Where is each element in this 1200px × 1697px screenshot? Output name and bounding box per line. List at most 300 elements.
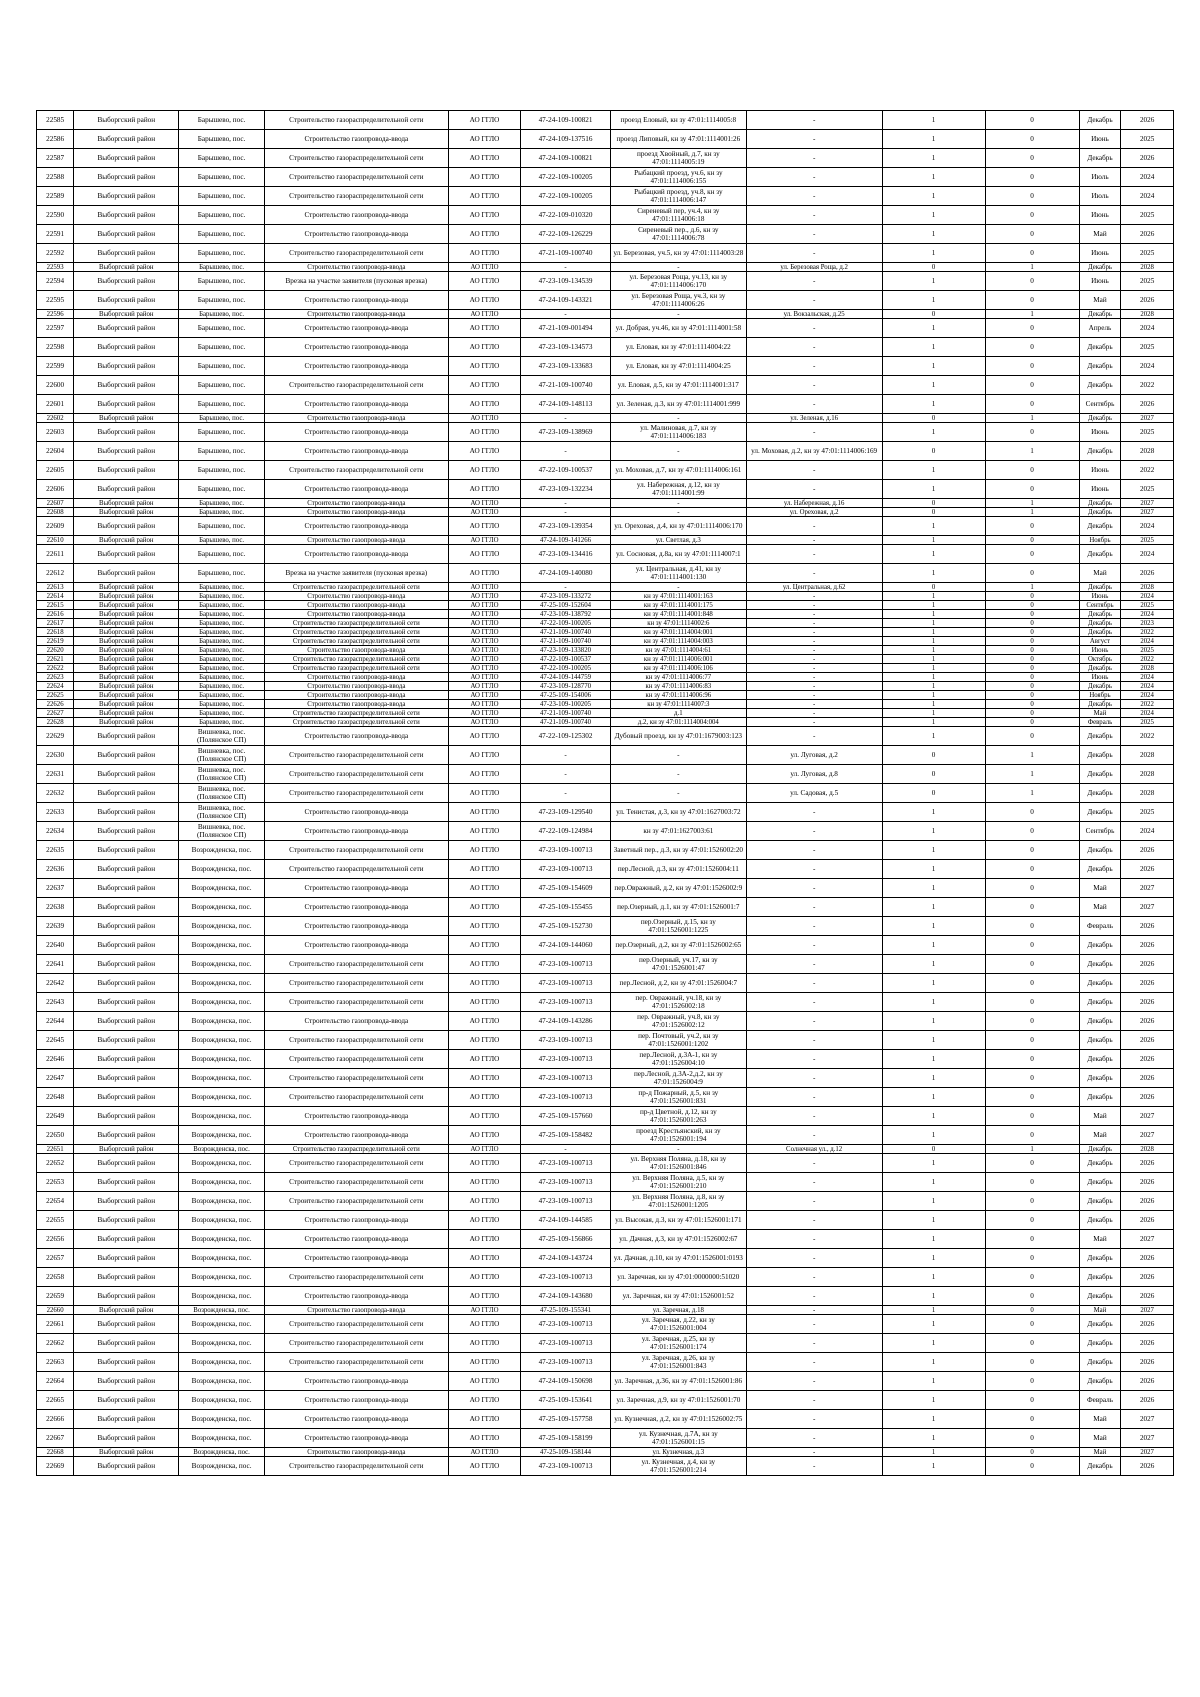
alt-address-cell: -: [746, 1107, 882, 1126]
alt-address-cell: -: [746, 423, 882, 442]
settlement-cell: Барышево, пос.: [179, 187, 264, 206]
table-row: [37, 1429, 1174, 1448]
quantity-cell: 1: [882, 319, 985, 338]
year-cell: 2025: [1121, 272, 1174, 291]
district-cell: Выборгский район: [74, 860, 179, 879]
object-address-cell: пер.Овражный, д.2, кн зу 47:01:1526002:9: [610, 879, 746, 898]
object-address-cell: пер.Лесной, д.3А-1, кн зу 47:01:1526004:10: [610, 1050, 746, 1069]
quantity-cell: 1: [882, 423, 985, 442]
quantity-cell: 1: [882, 860, 985, 879]
district-cell: Выборгский район: [74, 225, 179, 244]
row-number-cell: 22653: [37, 1173, 74, 1192]
table-row: [37, 263, 1174, 272]
district-cell: Выборгский район: [74, 310, 179, 319]
district-cell: Выборгский район: [74, 879, 179, 898]
alt-address-cell: -: [746, 291, 882, 310]
alt-address-cell: -: [746, 682, 882, 691]
quantity-cell: 1: [882, 1012, 985, 1031]
organization-cell: АО ГГЛО: [448, 564, 520, 583]
object-address-cell: ул. Кузнечная, д.4, кн зу 47:01:1526001:214: [610, 1457, 746, 1476]
object-address-cell: ул. Заречная, д.26, кн зу 47:01:1526001:843: [610, 1353, 746, 1372]
month-cell: Август: [1079, 637, 1121, 646]
work-type-cell: Строительство газопровода-ввода: [264, 536, 448, 545]
district-cell: Выборгский район: [74, 610, 179, 619]
district-cell: Выборгский район: [74, 1211, 179, 1230]
contract-number-cell: 47-22-109-100205: [521, 187, 611, 206]
object-address-cell: пр-д Пожарный, д.5, кн зу 47:01:1526001:831: [610, 1088, 746, 1107]
row-number-cell: 22648: [37, 1088, 74, 1107]
alt-address-cell: -: [746, 357, 882, 376]
contract-number-cell: 47-25-109-152730: [521, 917, 611, 936]
month-cell: Декабрь: [1079, 376, 1121, 395]
quantity-cell: 1: [882, 898, 985, 917]
month-cell: Июнь: [1079, 206, 1121, 225]
alt-address-cell: -: [746, 655, 882, 664]
district-cell: Выборгский район: [74, 319, 179, 338]
pending-cell: 1: [985, 499, 1079, 508]
organization-cell: АО ГГЛО: [448, 1173, 520, 1192]
work-type-cell: Строительство газораспределительной сети: [264, 746, 448, 765]
year-cell: 2026: [1121, 564, 1174, 583]
row-number-cell: 22659: [37, 1287, 74, 1306]
year-cell: 2024: [1121, 168, 1174, 187]
organization-cell: АО ГГЛО: [448, 1429, 520, 1448]
year-cell: 2026: [1121, 225, 1174, 244]
month-cell: Декабрь: [1079, 955, 1121, 974]
work-type-cell: Строительство газопровода-ввода: [264, 682, 448, 691]
organization-cell: АО ГГЛО: [448, 1287, 520, 1306]
alt-address-cell: -: [746, 130, 882, 149]
pending-cell: 0: [985, 646, 1079, 655]
month-cell: Декабрь: [1079, 1457, 1121, 1476]
pending-cell: 1: [985, 583, 1079, 592]
district-cell: Выборгский район: [74, 130, 179, 149]
object-address-cell: ул. Дачная, д.3, кн зу 47:01:1526002:67: [610, 1230, 746, 1249]
settlement-cell: Барышево, пос.: [179, 395, 264, 414]
organization-cell: АО ГГЛО: [448, 974, 520, 993]
quantity-cell: 1: [882, 517, 985, 536]
year-cell: 2026: [1121, 291, 1174, 310]
table-row: [37, 655, 1174, 664]
district-cell: Выборгский район: [74, 700, 179, 709]
month-cell: Май: [1079, 1230, 1121, 1249]
table-row: [37, 898, 1174, 917]
row-number-cell: 22614: [37, 592, 74, 601]
table-row: [37, 338, 1174, 357]
settlement-cell: Вишневка, пос. (Полянское СП): [179, 746, 264, 765]
pending-cell: 0: [985, 841, 1079, 860]
settlement-cell: Барышево, пос.: [179, 442, 264, 461]
pending-cell: 0: [985, 423, 1079, 442]
pending-cell: 0: [985, 637, 1079, 646]
work-type-cell: Строительство газопровода-ввода: [264, 917, 448, 936]
month-cell: Июнь: [1079, 480, 1121, 499]
month-cell: Декабрь: [1079, 263, 1121, 272]
organization-cell: АО ГГЛО: [448, 480, 520, 499]
year-cell: 2026: [1121, 1031, 1174, 1050]
alt-address-cell: -: [746, 338, 882, 357]
year-cell: 2027: [1121, 508, 1174, 517]
year-cell: 2025: [1121, 536, 1174, 545]
month-cell: Февраль: [1079, 718, 1121, 727]
row-number-cell: 22629: [37, 727, 74, 746]
district-cell: Выборгский район: [74, 1107, 179, 1126]
alt-address-cell: -: [746, 319, 882, 338]
work-type-cell: Строительство газопровода-ввода: [264, 879, 448, 898]
object-address-cell: ул. Заречная, д.36, кн зу 47:01:1526001:86: [610, 1372, 746, 1391]
year-cell: 2026: [1121, 1211, 1174, 1230]
contract-number-cell: 47-21-109-100740: [521, 718, 611, 727]
organization-cell: АО ГГЛО: [448, 727, 520, 746]
object-address-cell: Заветный пер., д.3, кн зу 47:01:1526002:20: [610, 841, 746, 860]
alt-address-cell: Солнечная ул., д.12: [746, 1145, 882, 1154]
organization-cell: АО ГГЛО: [448, 111, 520, 130]
quantity-cell: 1: [882, 1126, 985, 1145]
row-number-cell: 22630: [37, 746, 74, 765]
table-row: [37, 1154, 1174, 1173]
settlement-cell: Возрожденска, пос.: [179, 1050, 264, 1069]
row-number-cell: 22620: [37, 646, 74, 655]
organization-cell: АО ГГЛО: [448, 664, 520, 673]
pending-cell: 0: [985, 655, 1079, 664]
table-row: [37, 583, 1174, 592]
object-address-cell: кн зу 47:01:1114001:848: [610, 610, 746, 619]
month-cell: Декабрь: [1079, 1154, 1121, 1173]
organization-cell: АО ГГЛО: [448, 1088, 520, 1107]
organization-cell: АО ГГЛО: [448, 1448, 520, 1457]
table-row: [37, 564, 1174, 583]
year-cell: 2026: [1121, 974, 1174, 993]
work-type-cell: Строительство газораспределительной сети: [264, 993, 448, 1012]
table-row: [37, 860, 1174, 879]
year-cell: 2027: [1121, 1306, 1174, 1315]
quantity-cell: 1: [882, 111, 985, 130]
organization-cell: АО ГГЛО: [448, 1353, 520, 1372]
table-row: [37, 727, 1174, 746]
contract-number-cell: 47-23-109-129540: [521, 803, 611, 822]
work-type-cell: Строительство газораспределительной сети: [264, 974, 448, 993]
alt-address-cell: -: [746, 1249, 882, 1268]
table-row: [37, 1031, 1174, 1050]
year-cell: 2025: [1121, 130, 1174, 149]
alt-address-cell: -: [746, 1372, 882, 1391]
row-number-cell: 22652: [37, 1154, 74, 1173]
contract-number-cell: -: [521, 508, 611, 517]
contract-number-cell: 47-22-109-124984: [521, 822, 611, 841]
month-cell: Май: [1079, 225, 1121, 244]
district-cell: Выборгский район: [74, 1448, 179, 1457]
work-type-cell: Строительство газопровода-ввода: [264, 263, 448, 272]
year-cell: 2024: [1121, 709, 1174, 718]
work-type-cell: Строительство газопровода-ввода: [264, 499, 448, 508]
month-cell: Декабрь: [1079, 841, 1121, 860]
quantity-cell: 1: [882, 1429, 985, 1448]
row-number-cell: 22635: [37, 841, 74, 860]
table-row: [37, 691, 1174, 700]
object-address-cell: -: [610, 508, 746, 517]
contract-number-cell: 47-22-109-125302: [521, 727, 611, 746]
year-cell: 2028: [1121, 1145, 1174, 1154]
alt-address-cell: -: [746, 1334, 882, 1353]
month-cell: Декабрь: [1079, 1145, 1121, 1154]
quantity-cell: 1: [882, 1287, 985, 1306]
pending-cell: 0: [985, 628, 1079, 637]
month-cell: Декабрь: [1079, 1069, 1121, 1088]
pending-cell: 0: [985, 822, 1079, 841]
quantity-cell: 1: [882, 673, 985, 682]
year-cell: 2028: [1121, 784, 1174, 803]
settlement-cell: Барышево, пос.: [179, 583, 264, 592]
table-row: [37, 508, 1174, 517]
year-cell: 2024: [1121, 610, 1174, 619]
month-cell: Май: [1079, 1306, 1121, 1315]
pending-cell: 0: [985, 187, 1079, 206]
quantity-cell: 1: [882, 664, 985, 673]
alt-address-cell: -: [746, 1306, 882, 1315]
year-cell: 2028: [1121, 765, 1174, 784]
organization-cell: АО ГГЛО: [448, 263, 520, 272]
pending-cell: 1: [985, 310, 1079, 319]
contract-number-cell: 47-22-109-126229: [521, 225, 611, 244]
alt-address-cell: -: [746, 1268, 882, 1287]
quantity-cell: 1: [882, 936, 985, 955]
year-cell: 2027: [1121, 879, 1174, 898]
table-row: [37, 536, 1174, 545]
object-address-cell: ул. Малиновая, д.7, кн зу 47:01:1114006:183: [610, 423, 746, 442]
alt-address-cell: -: [746, 376, 882, 395]
table-row: [37, 1306, 1174, 1315]
table-row: [37, 414, 1174, 423]
quantity-cell: 1: [882, 1249, 985, 1268]
alt-address-cell: -: [746, 664, 882, 673]
contract-number-cell: 47-23-109-100713: [521, 1334, 611, 1353]
object-address-cell: ул. Березовая Роща, уч.13, кн зу 47:01:1114006:170: [610, 272, 746, 291]
district-cell: Выборгский район: [74, 187, 179, 206]
quantity-cell: 1: [882, 168, 985, 187]
month-cell: Июнь: [1079, 592, 1121, 601]
month-cell: Май: [1079, 1429, 1121, 1448]
organization-cell: АО ГГЛО: [448, 423, 520, 442]
row-number-cell: 22619: [37, 637, 74, 646]
object-address-cell: -: [610, 746, 746, 765]
row-number-cell: 22661: [37, 1315, 74, 1334]
table-row: [37, 592, 1174, 601]
data-table: [36, 110, 1174, 1476]
quantity-cell: 1: [882, 149, 985, 168]
organization-cell: АО ГГЛО: [448, 149, 520, 168]
alt-address-cell: -: [746, 879, 882, 898]
table-row: [37, 682, 1174, 691]
table-row: [37, 149, 1174, 168]
pending-cell: 0: [985, 536, 1079, 545]
alt-address-cell: -: [746, 1069, 882, 1088]
row-number-cell: 22609: [37, 517, 74, 536]
settlement-cell: Барышево, пос.: [179, 601, 264, 610]
settlement-cell: Барышево, пос.: [179, 319, 264, 338]
work-type-cell: Строительство газопровода-ввода: [264, 1012, 448, 1031]
district-cell: Выборгский район: [74, 673, 179, 682]
table-row: [37, 619, 1174, 628]
work-type-cell: Строительство газораспределительной сети: [264, 168, 448, 187]
alt-address-cell: -: [746, 974, 882, 993]
object-address-cell: -: [610, 442, 746, 461]
organization-cell: АО ГГЛО: [448, 841, 520, 860]
contract-number-cell: 47-25-109-158199: [521, 1429, 611, 1448]
object-address-cell: ул. Добрая, уч.46, кн зу 47:01:1114001:58: [610, 319, 746, 338]
work-type-cell: Строительство газопровода-ввода: [264, 442, 448, 461]
pending-cell: 0: [985, 319, 1079, 338]
row-number-cell: 22587: [37, 149, 74, 168]
contract-number-cell: 47-24-109-150698: [521, 1372, 611, 1391]
month-cell: Июнь: [1079, 244, 1121, 263]
table-row: [37, 423, 1174, 442]
month-cell: Декабрь: [1079, 414, 1121, 423]
contract-number-cell: 47-22-109-100205: [521, 168, 611, 187]
quantity-cell: 1: [882, 206, 985, 225]
contract-number-cell: 47-23-109-138969: [521, 423, 611, 442]
pending-cell: 0: [985, 130, 1079, 149]
district-cell: Выборгский район: [74, 646, 179, 655]
object-address-cell: кн зу 47:01:1627003:61: [610, 822, 746, 841]
work-type-cell: Строительство газораспределительной сети: [264, 1050, 448, 1069]
pending-cell: 0: [985, 718, 1079, 727]
month-cell: Май: [1079, 1107, 1121, 1126]
contract-number-cell: 47-24-109-137516: [521, 130, 611, 149]
year-cell: 2025: [1121, 338, 1174, 357]
contract-number-cell: 47-24-109-144759: [521, 673, 611, 682]
quantity-cell: 1: [882, 646, 985, 655]
alt-address-cell: -: [746, 564, 882, 583]
contract-number-cell: 47-24-109-143724: [521, 1249, 611, 1268]
month-cell: Декабрь: [1079, 1315, 1121, 1334]
year-cell: 2024: [1121, 822, 1174, 841]
object-address-cell: ул. Кузнечная, д.3: [610, 1448, 746, 1457]
organization-cell: АО ГГЛО: [448, 1315, 520, 1334]
year-cell: 2024: [1121, 517, 1174, 536]
settlement-cell: Барышево, пос.: [179, 130, 264, 149]
contract-number-cell: 47-23-109-100713: [521, 993, 611, 1012]
work-type-cell: Строительство газораспределительной сети: [264, 1192, 448, 1211]
settlement-cell: Возрожденска, пос.: [179, 1012, 264, 1031]
organization-cell: АО ГГЛО: [448, 646, 520, 655]
alt-address-cell: -: [746, 1391, 882, 1410]
settlement-cell: Возрожденска, пос.: [179, 1088, 264, 1107]
row-number-cell: 22666: [37, 1410, 74, 1429]
contract-number-cell: 47-23-109-133820: [521, 646, 611, 655]
table-row: [37, 545, 1174, 564]
quantity-cell: 1: [882, 974, 985, 993]
quantity-cell: 1: [882, 1069, 985, 1088]
object-address-cell: Сиреневый пер., д.6, кн зу 47:01:1114006:78: [610, 225, 746, 244]
table-row: [37, 673, 1174, 682]
row-number-cell: 22607: [37, 499, 74, 508]
contract-number-cell: -: [521, 442, 611, 461]
settlement-cell: Барышево, пос.: [179, 480, 264, 499]
pending-cell: 0: [985, 149, 1079, 168]
month-cell: Декабрь: [1079, 111, 1121, 130]
district-cell: Выборгский район: [74, 1050, 179, 1069]
settlement-cell: Возрожденска, пос.: [179, 1306, 264, 1315]
object-address-cell: кн зу 47:01:1114006:77: [610, 673, 746, 682]
row-number-cell: 22600: [37, 376, 74, 395]
month-cell: Декабрь: [1079, 1050, 1121, 1069]
year-cell: 2026: [1121, 1287, 1174, 1306]
pending-cell: 0: [985, 1211, 1079, 1230]
row-number-cell: 22615: [37, 601, 74, 610]
settlement-cell: Барышево, пос.: [179, 664, 264, 673]
table-row: [37, 917, 1174, 936]
object-address-cell: кн зу 47:01:1114006:83: [610, 682, 746, 691]
contract-number-cell: 47-21-109-100740: [521, 244, 611, 263]
alt-address-cell: -: [746, 1448, 882, 1457]
contract-number-cell: 47-23-109-134416: [521, 545, 611, 564]
district-cell: Выборгский район: [74, 709, 179, 718]
contract-number-cell: 47-25-109-152604: [521, 601, 611, 610]
table-row: [37, 206, 1174, 225]
pending-cell: 1: [985, 442, 1079, 461]
quantity-cell: 1: [882, 1334, 985, 1353]
object-address-cell: ул. Заречная, кн зу 47:01:1526001:52: [610, 1287, 746, 1306]
pending-cell: 0: [985, 727, 1079, 746]
district-cell: Выборгский район: [74, 917, 179, 936]
alt-address-cell: -: [746, 619, 882, 628]
year-cell: 2024: [1121, 545, 1174, 564]
year-cell: 2027: [1121, 898, 1174, 917]
organization-cell: АО ГГЛО: [448, 1230, 520, 1249]
alt-address-cell: -: [746, 1192, 882, 1211]
year-cell: 2026: [1121, 1457, 1174, 1476]
district-cell: Выборгский район: [74, 1145, 179, 1154]
district-cell: Выборгский район: [74, 974, 179, 993]
alt-address-cell: -: [746, 461, 882, 480]
work-type-cell: Строительство газопровода-ввода: [264, 545, 448, 564]
quantity-cell: 1: [882, 244, 985, 263]
organization-cell: АО ГГЛО: [448, 655, 520, 664]
table-row: [37, 1268, 1174, 1287]
month-cell: Декабрь: [1079, 1353, 1121, 1372]
month-cell: Декабрь: [1079, 1249, 1121, 1268]
contract-number-cell: 47-25-109-156866: [521, 1230, 611, 1249]
quantity-cell: 1: [882, 1315, 985, 1334]
year-cell: 2026: [1121, 917, 1174, 936]
pending-cell: 0: [985, 1315, 1079, 1334]
quantity-cell: 1: [882, 1211, 985, 1230]
district-cell: Выборгский район: [74, 655, 179, 664]
pending-cell: 0: [985, 225, 1079, 244]
table-row: [37, 1107, 1174, 1126]
year-cell: 2026: [1121, 1249, 1174, 1268]
contract-number-cell: 47-25-109-153641: [521, 1391, 611, 1410]
settlement-cell: Возрожденска, пос.: [179, 955, 264, 974]
organization-cell: АО ГГЛО: [448, 1107, 520, 1126]
settlement-cell: Возрожденска, пос.: [179, 841, 264, 860]
work-type-cell: Строительство газораспределительной сети: [264, 111, 448, 130]
pending-cell: 0: [985, 1268, 1079, 1287]
quantity-cell: 1: [882, 1173, 985, 1192]
contract-number-cell: 47-22-109-100205: [521, 619, 611, 628]
table-row: [37, 803, 1174, 822]
district-cell: Выборгский район: [74, 1353, 179, 1372]
work-type-cell: Строительство газопровода-ввода: [264, 357, 448, 376]
table-row: [37, 955, 1174, 974]
alt-address-cell: -: [746, 1050, 882, 1069]
alt-address-cell: -: [746, 1230, 882, 1249]
settlement-cell: Возрожденска, пос.: [179, 1173, 264, 1192]
quantity-cell: 1: [882, 1448, 985, 1457]
table-row: [37, 1353, 1174, 1372]
contract-number-cell: 47-21-109-100740: [521, 376, 611, 395]
alt-address-cell: -: [746, 1410, 882, 1429]
